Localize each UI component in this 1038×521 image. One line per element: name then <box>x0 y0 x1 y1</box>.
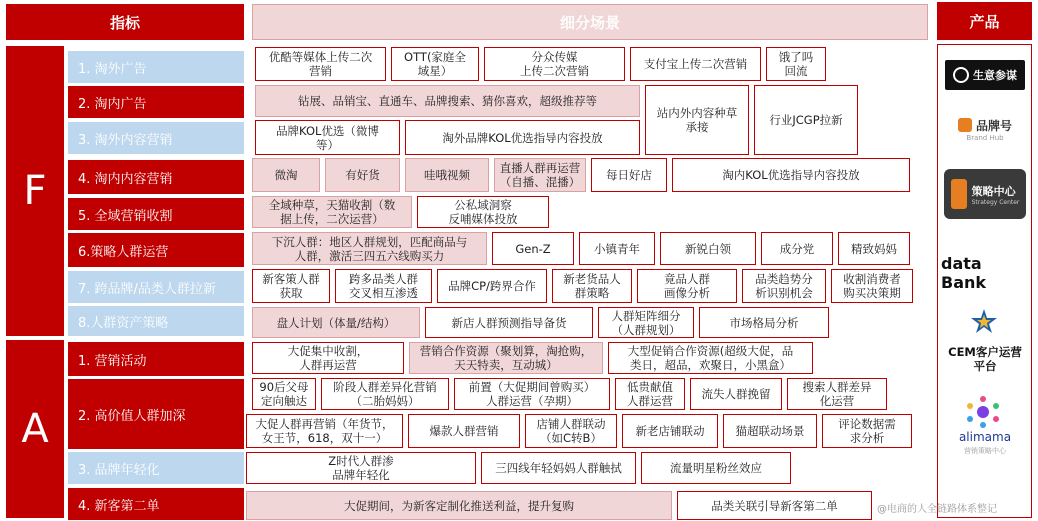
indicator-row: 5. 全域营销收割 <box>68 198 244 230</box>
indicator-row: 2. 淘内广告 <box>68 86 244 118</box>
letter-f: F <box>6 46 64 336</box>
indicator-row: 4. 新客第二单 <box>68 488 244 520</box>
scenario-box: 有好货 <box>325 158 400 192</box>
indicator-row: 1. 营销活动 <box>68 342 244 376</box>
product-label: 品牌号 <box>975 118 1012 133</box>
scenario-box: 流量明星粉丝效应 <box>641 452 791 484</box>
scenario-box: 新老店铺联动 <box>622 414 718 448</box>
indicator-row: 2. 高价值人群加深 <box>68 379 244 449</box>
scenario-box: 营销合作资源（聚划算，淘抢购， 天天特卖，互动城） <box>409 342 603 374</box>
logo-databank: data Bank <box>941 254 987 292</box>
scenario-box: 公私域洞察 反哺媒体投放 <box>417 196 549 228</box>
scenario-box: 品牌KOL优选（微博 等） <box>255 120 400 155</box>
scenario-box: 饿了吗 回流 <box>766 47 826 81</box>
scenario-box: 优酷等媒体上传二次 营销 <box>255 47 386 81</box>
alimama-icon <box>964 394 1002 430</box>
logo-shengyi-canmou <box>945 60 1025 90</box>
product-sub-label: Brand Hub <box>966 133 1004 142</box>
scenario-box: 新锐白领 <box>660 232 756 265</box>
scenario-box: 大促期间，为新客定制化推送利益，提升复购 <box>246 491 672 520</box>
scenario-box: 钻展、品销宝、直通车、品牌搜索、猜你喜欢，超级推荐等 <box>255 85 640 117</box>
scenario-box: 三四线年轻妈妈人群触拭 <box>481 452 636 484</box>
scenario-box: 跨多品类人群 交叉相互渗透 <box>335 269 432 303</box>
scenario-box: 品类关联引导新客第二单 <box>677 491 872 520</box>
scenario-box: 淘外品牌KOL优选指导内容投放 <box>405 120 640 155</box>
strategy-icon <box>951 179 967 209</box>
scenario-box: 全域种草，天猫收割（数 据上传，二次运营） <box>252 196 412 228</box>
scenario-box: OTT(家庭全 域星） <box>391 47 479 81</box>
product-label: 生意参谋 <box>973 69 1017 82</box>
scenario-box: 分众传媒 上传二次营销 <box>484 47 625 81</box>
scenario-box: 品牌CP/跨界合作 <box>437 269 547 303</box>
scenario-box: 收割消费者 购买决策期 <box>831 269 913 303</box>
scenario-box: Gen-Z <box>492 232 574 265</box>
compass-icon <box>953 67 969 83</box>
scenario-box: 90后父母 定向触达 <box>252 378 316 410</box>
watermark: @电商的人全链路体系整记 <box>877 504 997 515</box>
scenario-box: 哇哦视频 <box>405 158 489 192</box>
indicator-row: 4. 淘内内容营销 <box>68 160 244 194</box>
header-product: 产品 <box>937 2 1032 40</box>
scenario-box: 微淘 <box>252 158 320 192</box>
scenario-box: 下沉人群：地区人群规划，匹配商品与 人群，激活三四五六线购买力 <box>252 232 487 265</box>
letter-a: A <box>6 340 64 518</box>
scenario-box: 成分党 <box>761 232 833 265</box>
scenario-box: 新老货品人 群策略 <box>552 269 632 303</box>
indicator-row: 7. 跨品牌/品类人群拉新 <box>68 271 244 303</box>
scenario-box: 每日好店 <box>591 158 667 192</box>
indicator-row: 8.人群资产策略 <box>68 306 244 336</box>
product-sub-label: Strategy Center <box>971 198 1020 206</box>
logo-brand-hub <box>945 112 1025 146</box>
scenario-box: 人群矩阵细分 （人群规划） <box>598 307 694 338</box>
scenario-box: 大促集中收割， 人群再运营 <box>252 342 404 374</box>
indicator-row: 1. 淘外广告 <box>68 51 244 83</box>
scenario-box: 支付宝上传二次营销 <box>630 47 761 81</box>
scenario-box: 前置（大促期间曾购买） 人群运营（孕期） <box>454 378 610 410</box>
scenario-box: 站内外内容种草 承接 <box>645 85 749 155</box>
scenario-box: Z时代人群渗 品牌年轻化 <box>246 452 476 484</box>
scenario-box: 店铺人群联动 （如C转B） <box>525 414 617 448</box>
scenario-box: 淘内KOL优选指导内容投放 <box>672 158 910 192</box>
scenario-box: 低贵献值 人群运营 <box>615 378 685 410</box>
scenario-box: 品类趋势分 析识别机会 <box>742 269 826 303</box>
product-label: CEM客户运营 平台 <box>941 342 1029 376</box>
scenario-box: 大型促销合作资源(超级大促，品 类日，超品，欢聚日，小黑盒） <box>608 342 813 374</box>
scenario-box: 评论数据需 求分析 <box>822 414 912 448</box>
header-scenario: 细分场景 <box>252 4 928 40</box>
product-sub-label: 营销策略中心 <box>964 447 1006 455</box>
scenario-box: 市场格局分析 <box>699 307 829 338</box>
product-label: 策略中心 <box>971 184 1016 198</box>
scenario-box: 竟品人群 画像分析 <box>637 269 737 303</box>
scenario-box: 新客策人群 获取 <box>252 269 330 303</box>
indicator-row: 3. 品牌年轻化 <box>68 452 244 484</box>
scenario-box: 行业JCGP拉新 <box>754 85 858 155</box>
logo-strategy-center <box>944 169 1026 219</box>
scenario-box: 搜索人群差异 化运营 <box>787 378 887 410</box>
scenario-box: 盘人计划（体量/结构） <box>252 307 420 338</box>
scenario-box: 精致妈妈 <box>838 232 910 265</box>
scenario-box: 新店人群预测指导备货 <box>425 307 593 338</box>
scenario-box: 爆款人群营销 <box>408 414 520 448</box>
indicator-row: 6.策略人群运营 <box>68 233 244 267</box>
cem-star-icon <box>970 308 998 334</box>
product-label: alimama <box>958 430 1012 444</box>
scenario-box: 阶段人群差异化营销 （二胎妈妈） <box>321 378 449 410</box>
scenario-box: 大促人群再营销（年货节， 女王节，618，双十一） <box>246 414 403 448</box>
scenario-box: 流失人群挽留 <box>690 378 782 410</box>
scenario-box: 猫超联动场景 <box>723 414 817 448</box>
indicator-row: 3. 淘外内容营销 <box>68 122 244 154</box>
scenario-box: 直播人群再运营 （自播、混播） <box>494 158 586 192</box>
brand-hub-icon <box>958 118 972 132</box>
scenario-box: 小镇青年 <box>579 232 655 265</box>
header-indicator: 指标 <box>6 4 244 40</box>
